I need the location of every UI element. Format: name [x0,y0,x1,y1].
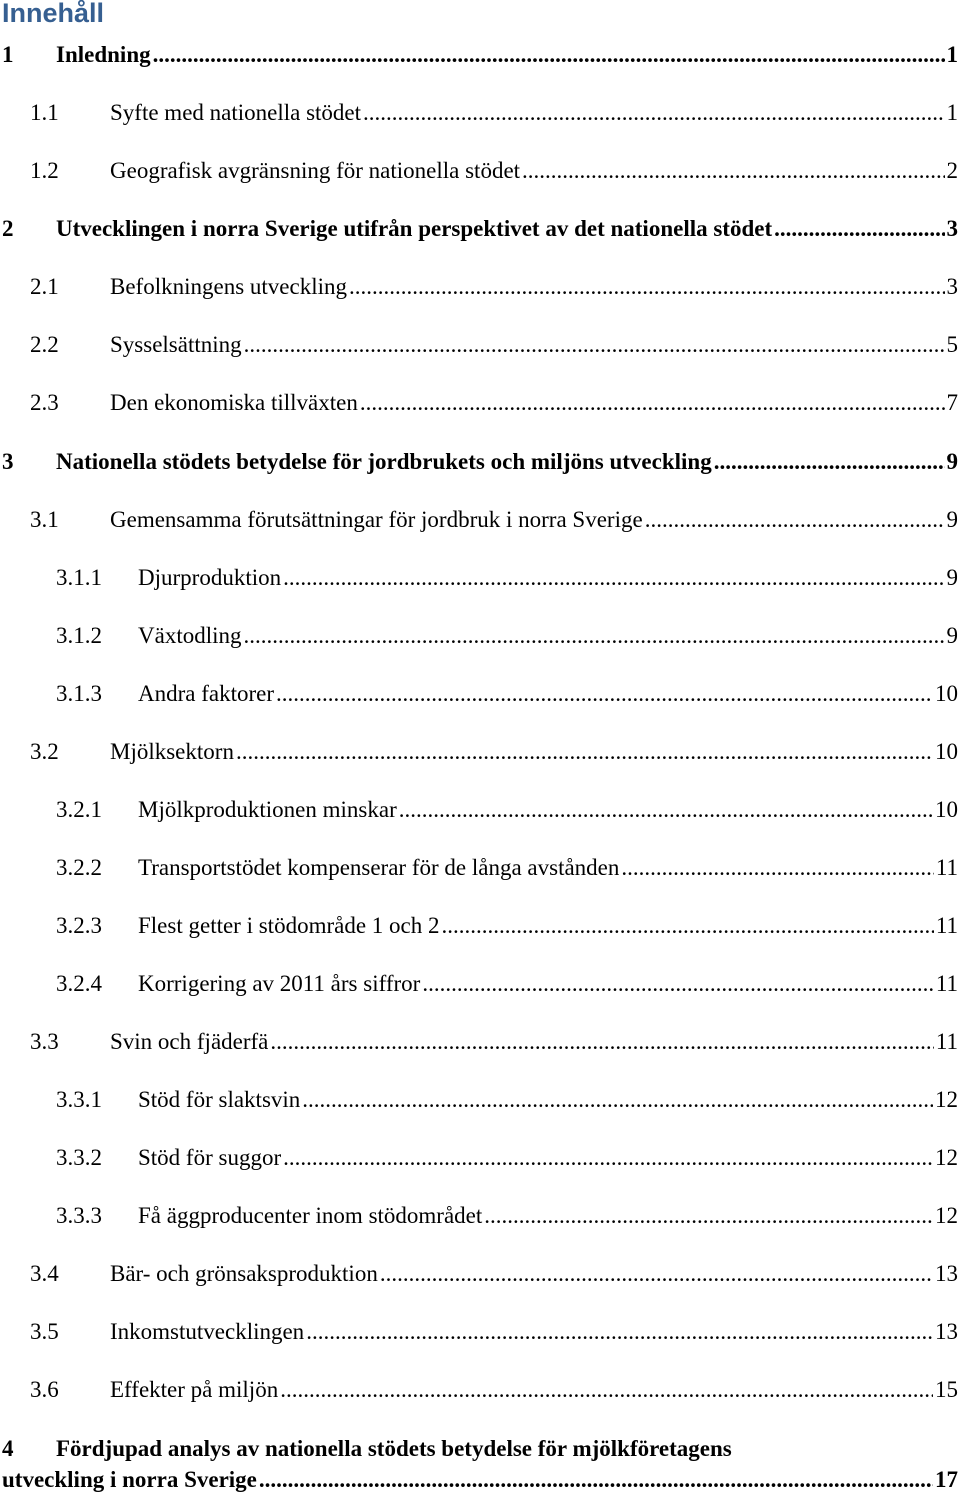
toc-entry-page: 13 [935,1319,958,1344]
toc-entry-title: Inkomstutvecklingen [110,1319,305,1344]
dot-leader [276,678,933,710]
toc-entry-3-2-3[interactable] [0,910,958,942]
toc-entry-number: 1 [2,42,14,67]
toc-entry-3-3[interactable] [0,1026,958,1058]
toc-entry-number: 3.1.1 [56,565,102,590]
toc-entry-number: 3.3.3 [56,1203,102,1228]
toc-entry-number: 2.3 [30,390,59,415]
toc-entry-page: 3 [946,216,958,241]
toc-entry-3-2-1[interactable] [0,794,958,826]
toc-entry-page: 10 [935,739,958,764]
toc-entry-title: Inledning [56,42,151,67]
toc-entry-title: Mjölksektorn [110,739,234,764]
dot-leader [236,736,933,768]
toc-entry-title: Växtodling [138,623,242,648]
toc-entry-page: 10 [935,681,958,706]
toc-entry-number: 2 [2,216,14,241]
dot-leader [259,1464,933,1495]
toc-entry-page: 11 [935,855,958,880]
toc-entry-title: Stöd för slaktsvin [138,1087,301,1112]
toc-entry-3-1-3[interactable] [0,678,958,710]
toc-entry-number: 2.2 [30,332,59,357]
toc-entry-title: Den ekonomiska tillväxten [110,390,358,415]
toc-entry-number: 3.2.3 [56,913,102,938]
toc-entry-number: 3.3.1 [56,1087,102,1112]
toc-entry-title: Fördjupad analys av nationella stödets betydelse för mjölkföretagens [56,1436,732,1461]
dot-leader [270,1026,933,1058]
toc-entry-3-2-2[interactable] [0,852,958,884]
toc-entry-page: 11 [935,913,958,938]
dot-leader [349,271,945,303]
toc-entry-number: 3.4 [30,1261,59,1286]
toc-entry-title: Mjölkproduktionen minskar [138,797,397,822]
toc-entry-title: Transportstödet kompenserar för de långa avstånden [138,855,620,880]
toc-entry-title: Nationella stödets betydelse för jordbrukets och miljöns utveckling [56,449,712,474]
toc-entry-3-3-1[interactable] [0,1084,958,1116]
toc-entry-number: 3.6 [30,1377,59,1402]
toc-entry-2-1[interactable] [0,271,958,303]
toc-entry-title: Få äggproducenter inom stödområdet [138,1203,483,1228]
toc-entry-title: Geografisk avgränsning för nationella stödet [110,158,521,183]
toc-entry-page: 12 [935,1145,958,1170]
toc-entry-3-4[interactable] [0,1258,958,1290]
dot-leader [774,213,944,245]
toc-entry-number: 3.3.2 [56,1145,102,1170]
toc-entry-3-1-1[interactable] [0,562,958,594]
toc-entry-number: 3.1 [30,507,59,532]
toc-entry-page: 1 [946,42,958,67]
dot-leader [484,1200,933,1232]
toc-entry-4[interactable] [0,1433,958,1495]
dot-leader [283,1142,933,1174]
toc-entry-number: 3.3 [30,1029,59,1054]
toc-entry-page: 11 [935,971,958,996]
toc-entry-2[interactable] [0,213,958,245]
toc-entry-3-2-4[interactable] [0,968,958,1000]
toc-entry-page: 10 [935,797,958,822]
dot-leader [306,1316,933,1348]
toc-entry-number: 3.2.4 [56,971,102,996]
toc-entry-page: 2 [946,158,958,183]
dot-leader [280,1374,933,1406]
toc-entry-title: Effekter på miljön [110,1377,279,1402]
toc-entry-3-6[interactable] [0,1374,958,1406]
dot-leader [442,910,934,942]
toc-entry-3-5[interactable] [0,1316,958,1348]
toc-entry-page: 7 [946,390,958,415]
toc-entry-3[interactable] [0,446,958,478]
toc-entry-1[interactable] [0,39,958,71]
toc-entry-page: 13 [935,1261,958,1286]
toc-entry-page: 17 [935,1467,958,1492]
dot-leader [302,1084,933,1116]
toc-entry-3-1[interactable] [0,504,958,536]
dot-leader [380,1258,933,1290]
toc-entry-page: 11 [935,1029,958,1054]
toc-entry-title: Flest getter i stödområde 1 och 2 [138,913,440,938]
toc-entry-page: 1 [946,100,958,125]
toc-entry-page: 9 [946,507,958,532]
toc-entry-3-2[interactable] [0,736,958,768]
toc-entry-title: Sysselsättning [110,332,242,357]
toc-entry-title: Syfte med nationella stödet [110,100,362,125]
toc-entry-page: 5 [946,332,958,357]
dot-leader [399,794,933,826]
toc-entry-number: 3.5 [30,1319,59,1344]
toc-entry-page: 12 [935,1087,958,1112]
toc-entry-title: Utvecklingen i norra Sverige utifrån perspektivet av det nationella stödet [56,216,773,241]
toc-entry-page: 12 [935,1203,958,1228]
dot-leader [621,852,933,884]
toc-entry-1-2[interactable] [0,155,958,187]
toc-entry-3-1-2[interactable] [0,620,958,652]
dot-leader [363,97,944,129]
toc-entry-page: 9 [946,449,958,474]
dot-leader [244,329,945,361]
dot-leader [714,446,945,478]
toc-entry-number: 3.2 [30,739,59,764]
toc-entry-number: 4 [2,1436,14,1461]
dot-leader [360,387,945,419]
toc-entry-page: 9 [946,565,958,590]
toc-entry-title: Befolkningens utveckling [110,274,347,299]
toc-entry-title: Gemensamma förutsättningar för jordbruk i norra Sverige [110,507,643,532]
toc-entry-number: 1.1 [30,100,59,125]
toc-entry-number: 1.2 [30,158,59,183]
toc-entry-number: 3.2.2 [56,855,102,880]
toc-entry-title: Andra faktorer [138,681,275,706]
dot-leader [283,562,944,594]
toc-entry-number: 3.2.1 [56,797,102,822]
dot-leader [422,968,934,1000]
toc-entry-title: Stöd för suggor [138,1145,282,1170]
toc-entry-page: 3 [946,274,958,299]
dot-leader [522,155,944,187]
toc-entry-title: Svin och fjäderfä [110,1029,269,1054]
page-title: Innehåll [2,0,105,28]
toc-entry-number: 3.1.2 [56,623,102,648]
toc-entry-number: 3.1.3 [56,681,102,706]
toc-entry-number: 2.1 [30,274,59,299]
toc-entry-1-1[interactable] [0,97,958,129]
toc-entry-2-2[interactable] [0,329,958,361]
toc-entry-title: Korrigering av 2011 års siffror [138,971,421,996]
toc-entry-page: 9 [946,623,958,648]
toc-entry-title: Bär- och grönsaksproduktion [110,1261,378,1286]
toc-entry-2-3[interactable] [0,387,958,419]
toc-entry-number: 3 [2,449,14,474]
toc-entry-title-continued: utveckling i norra Sverige [2,1467,257,1492]
dot-leader [645,504,945,536]
toc-entry-3-3-2[interactable] [0,1142,958,1174]
dot-leader [244,620,945,652]
toc-entry-page: 15 [935,1377,958,1402]
toc-entry-title: Djurproduktion [138,565,282,590]
dot-leader [153,39,945,71]
toc-entry-3-3-3[interactable] [0,1200,958,1232]
